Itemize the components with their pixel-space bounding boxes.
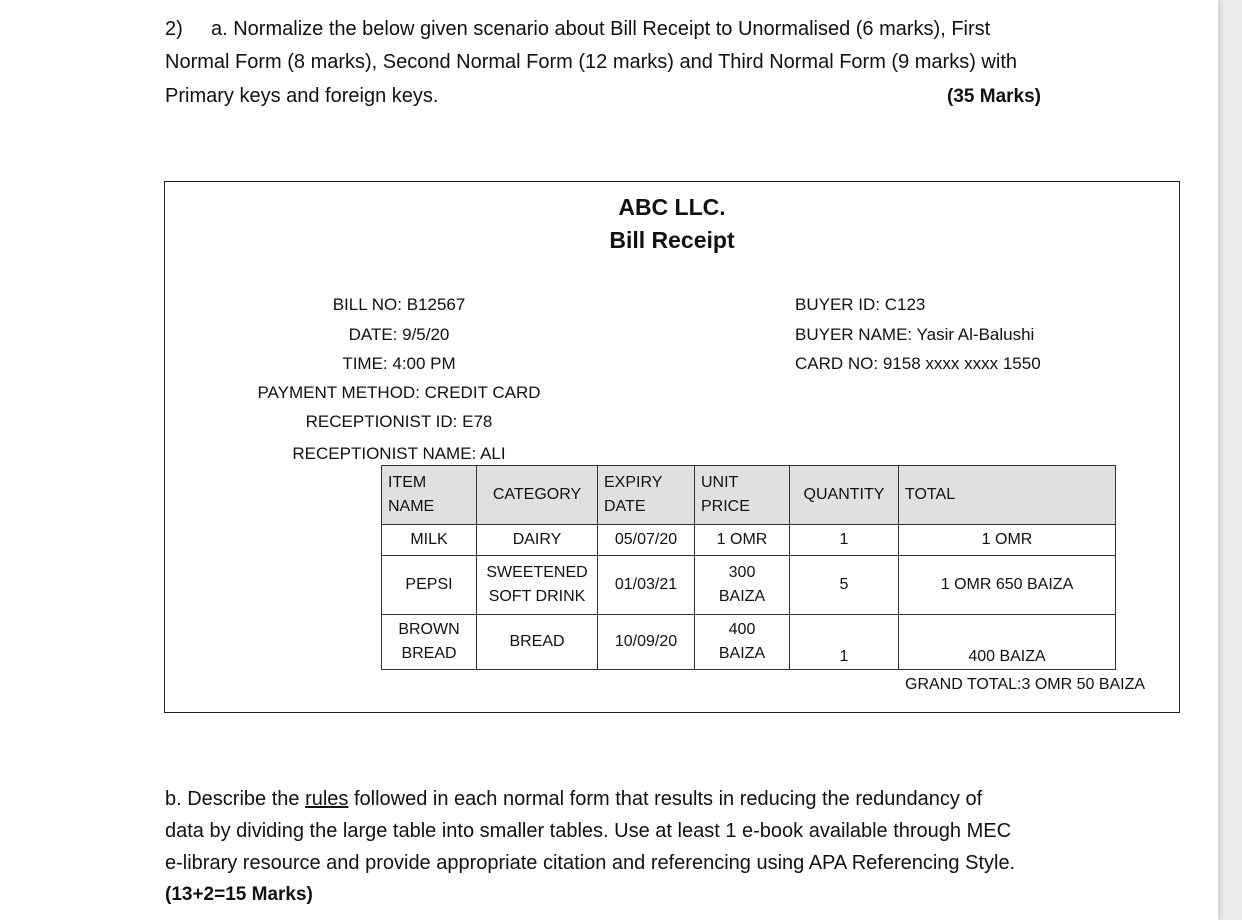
table-header-row — [382, 466, 1116, 525]
grand-total: GRAND TOTAL:3 OMR 50 BAIZA — [905, 676, 1146, 693]
table-row — [382, 556, 1116, 615]
cell-unit-price: 300 BAIZA — [695, 556, 790, 615]
question-a-line-1: 2) a. Normalize the below given scenario about Bill Receipt to Unormalised (6 marks), First — [165, 13, 990, 46]
question-number: 2) — [165, 18, 183, 40]
header-unit-price: UNIT PRICE — [695, 466, 790, 525]
cell-unit-price: 1 OMR — [695, 525, 790, 556]
cell-unit-price: 400 BAIZA — [695, 615, 790, 670]
payment-method: PAYMENT METHOD: CREDIT CARD — [257, 383, 541, 402]
bill-receipt — [164, 181, 1180, 713]
card-number: CARD NO: 9158 xxxx xxxx 1550 — [795, 354, 1041, 373]
question-b-marks: (13+2=15 Marks) — [165, 884, 313, 905]
bill-date: DATE: 9/5/20 — [348, 325, 450, 344]
receipt-title: Bill Receipt — [609, 227, 735, 253]
cell-total: 1 OMR 650 BAIZA — [899, 556, 1116, 615]
question-b-line-3: e-library resource and provide appropriate citation and referencing using APA Referencing Style. — [165, 852, 1016, 874]
cell-total: 1 OMR — [899, 525, 1116, 556]
rules-underlined: rules — [305, 788, 349, 810]
header-quantity: QUANTITY — [790, 466, 899, 525]
header-category: CATEGORY — [477, 466, 598, 525]
question-a-line-3: Primary keys and foreign keys. — [165, 85, 439, 107]
bill-number: BILL NO: B12567 — [332, 295, 466, 314]
cell-item: PEPSI — [382, 556, 477, 615]
question-b-line-1: b. Describe the rules followed in each normal form that results in reducing the redundancy of — [165, 788, 983, 810]
cell-item: BROWN BREAD — [382, 615, 477, 670]
question-a-line-2: Normal Form (8 marks), Second Normal Form (12 marks) and Third Normal Form (9 marks) with — [165, 51, 1018, 73]
bill-time: TIME: 4:00 PM — [342, 354, 456, 373]
table-row — [382, 525, 1116, 556]
receptionist-id: RECEPTIONIST ID: E78 — [305, 412, 493, 431]
cell-expiry: 10/09/20 — [598, 615, 695, 670]
cell-category: SWEETENED SOFT DRINK — [477, 556, 598, 615]
cell-expiry: 05/07/20 — [598, 525, 695, 556]
table-row — [382, 615, 1116, 670]
cell-total: 400 BAIZA — [899, 615, 1116, 670]
items-table — [381, 465, 1116, 670]
cell-category: DAIRY — [477, 525, 598, 556]
cell-quantity: 5 — [790, 556, 899, 615]
cell-item: MILK — [382, 525, 477, 556]
company-name: ABC LLC. — [618, 194, 726, 220]
cell-quantity: 1 — [790, 525, 899, 556]
cell-quantity: 1 — [790, 615, 899, 670]
cell-category: BREAD — [477, 615, 598, 670]
receptionist-name: RECEPTIONIST NAME: ALI — [292, 444, 506, 463]
question-b-line-2: data by dividing the large table into smaller tables. Use at least 1 e-book available through MEC — [165, 820, 1012, 842]
header-item-name: ITEM NAME — [382, 466, 477, 525]
cell-expiry: 01/03/21 — [598, 556, 695, 615]
header-total: TOTAL — [899, 466, 1116, 525]
header-expiry-date: EXPIRY DATE — [598, 466, 695, 525]
buyer-id: BUYER ID: C123 — [795, 295, 926, 314]
buyer-name: BUYER NAME: Yasir Al-Balushi — [795, 325, 1035, 344]
question-a-marks: (35 Marks) — [947, 86, 1041, 107]
